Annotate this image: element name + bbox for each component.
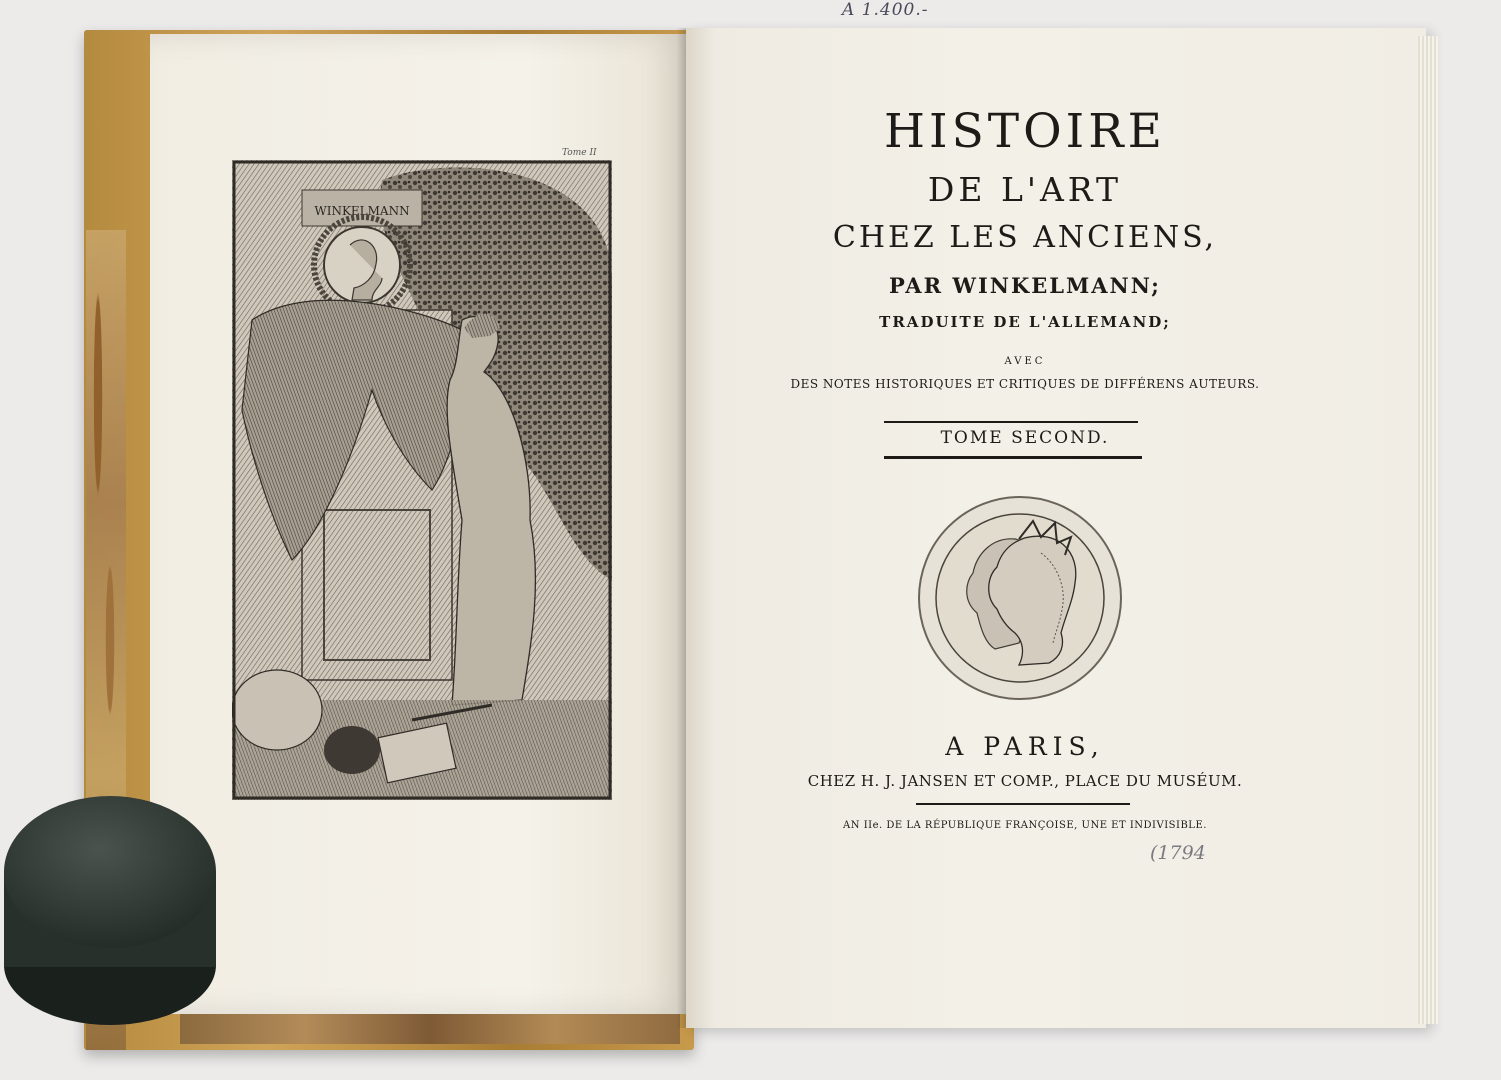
frontispiece-engraving bbox=[232, 160, 612, 800]
book-weight bbox=[0, 780, 230, 1030]
title-line-histoire: HISTOIRE bbox=[884, 104, 1166, 159]
author-line: PAR WINKELMANN; bbox=[889, 273, 1161, 298]
medallion-engraving bbox=[915, 493, 1125, 703]
title-line-anciens: CHEZ LES ANCIENS, bbox=[832, 220, 1218, 255]
translation-line: TRADUITE DE L'ALLEMAND; bbox=[879, 313, 1171, 331]
rule-above-date bbox=[916, 803, 1130, 805]
tome-label: Tome II bbox=[562, 148, 597, 158]
avec-line: AVEC bbox=[1004, 356, 1046, 367]
city-line: A PARIS, bbox=[945, 732, 1105, 761]
rule-above-tome bbox=[884, 421, 1138, 423]
date-line: AN IIe. DE LA RÉPUBLIQUE FRANÇOISE, UNE ET INDIVISIBLE. bbox=[843, 820, 1207, 831]
title-line-art: DE L'ART bbox=[927, 170, 1123, 209]
tome-second: TOME SECOND. bbox=[940, 428, 1110, 448]
marbled-bottom-edge bbox=[180, 1010, 680, 1044]
handwritten-price-note: A 1.400.- bbox=[842, 0, 929, 20]
handwritten-year-note: (1794 bbox=[1150, 842, 1206, 864]
rule-below-tome bbox=[884, 456, 1142, 459]
publisher-line: CHEZ H. J. JANSEN ET COMP., PLACE DU MUSÉUM. bbox=[807, 772, 1243, 790]
monument-inscription: WINKELMANN bbox=[314, 204, 410, 218]
page-edges bbox=[1418, 36, 1438, 1024]
notes-line: DES NOTES HISTORIQUES ET CRITIQUES DE DIFFÉRENS AUTEURS. bbox=[790, 377, 1260, 391]
